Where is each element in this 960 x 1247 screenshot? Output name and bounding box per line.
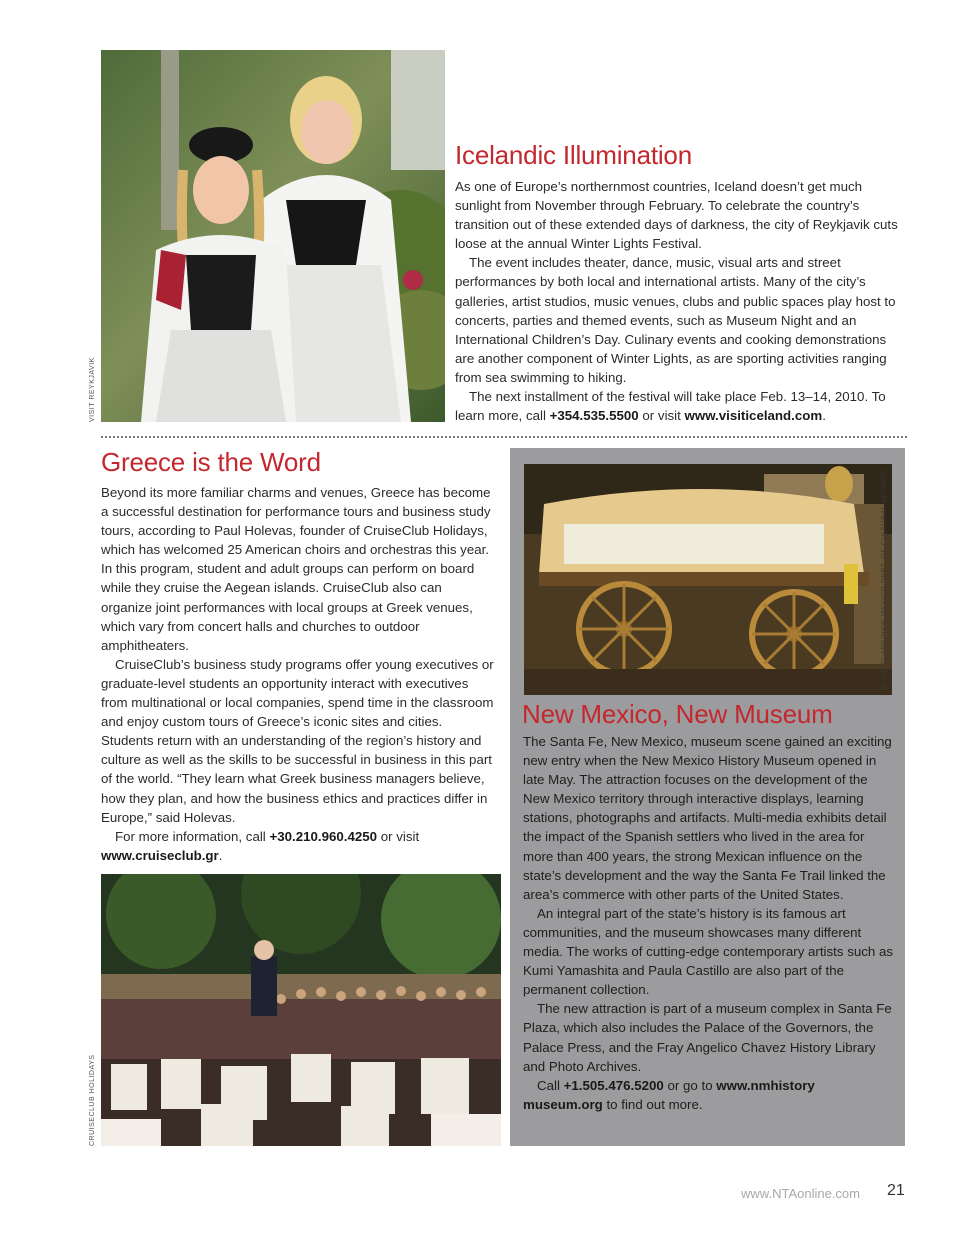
greece-photo-art [101, 874, 501, 1146]
iceland-phone: +354.535.5500 [549, 408, 639, 424]
new-mexico-paragraph-4 [523, 1076, 895, 1114]
new-mexico-headline: New Mexico, New Museum [522, 699, 833, 729]
iceland-website[interactable]: www.visiticeland.com [684, 408, 823, 424]
greece-p3-text-a: For more information, call [115, 828, 270, 844]
iceland-article-body [455, 177, 905, 425]
greece-paragraph-2: CruiseClub’s business study programs offer young executives or graduate-level students an opportunity interact with executives from multinational or local companies, spend time in the classroom and enjoy custom tours of Greece’s iconic sites and cities. Students return with an understanding of the region’s history and culture as well as the skills to be successful in business in this part of the world. “They learn what Greek business managers believe, how they plan, and how the business ethics and practices differ in Europe,” said Holevas. [101, 656, 494, 825]
greece-website[interactable]: www.cruiseclub.gr [101, 847, 219, 863]
footer-website[interactable]: www.NTAonline.com [741, 1186, 860, 1201]
new-mexico-phone: +1.505.476.5200 [563, 1077, 664, 1093]
greece-p3-text-c: . [218, 847, 223, 863]
new-mexico-photo-credit: BLAIR CLARK/NEW MEXICO DEPT. OF CULTURAL AFFAIRS [881, 470, 888, 690]
greece-headline: Greece is the Word [101, 447, 321, 477]
new-mexico-paragraph-1: The Santa Fe, New Mexico, museum scene gained an exciting new entry when the New Mexico History Museum opened in late May. The attraction focuses on the development of the New Mexico territory through interactive displays, learning stations, photographs and artifacts. Multi-media exhibits detail the impact of the Spanish settlers who lived in the area for more than 400 years, the strong Mexican influence on the state’s development and the way the Santa Fe Trail linked the area’s commerce with other parts of the United States. [523, 734, 892, 902]
iceland-photo-art [101, 50, 445, 422]
iceland-p3-text-a: The next installment of the festival will take place Feb. 13–14, 2010. To learn more, call [455, 389, 886, 424]
iceland-photo [101, 50, 445, 422]
greece-paragraph-3 [101, 827, 494, 865]
dotted-divider [101, 436, 907, 438]
new-mexico-article-body [523, 732, 895, 1114]
iceland-paragraph-3 [455, 387, 905, 425]
iceland-paragraph-2: The event includes theater, dance, music, visual arts and street performances by both local and international artists. Many of the city’s galleries, artist studios, music venues, clubs and public spaces play host to concerts, parties and themed events, such as Museum Night and an International Children’s Day. Culinary events and cooking demonstrations are another component of Winter Lights, as are sporting activities ranging from sea swimming to hiking. [455, 255, 896, 385]
iceland-p3-text-b: or visit [638, 408, 685, 424]
greece-article-body [101, 483, 494, 865]
greece-photo-credit: CRUISECLUB HOLIDAYS [89, 1054, 96, 1146]
new-mexico-p4-text-b: or go to [663, 1077, 717, 1093]
new-mexico-photo [524, 464, 892, 695]
iceland-photo-credit: VISIT REYKJAVIK [89, 357, 96, 422]
iceland-paragraph-1: As one of Europe’s northernmost countries, Iceland doesn’t get much sunlight from November through February. To celebrate the country’s transition out of these extended days of darkness, the city of Reykjavik cuts loose at the annual Winter Lights Festival. [455, 179, 898, 252]
greece-photo [101, 874, 501, 1146]
new-mexico-photo-art [524, 464, 892, 695]
page-number: 21 [887, 1182, 905, 1199]
greece-paragraph-1: Beyond its more familiar charms and venues, Greece has become a successful destination for performance tours and business study tours, according to Paul Holevas, founder of CruiseClub Holidays, which has welcomed 25 American choirs and orchestras this year. In this program, student and adult groups can perform on board while they cruise the Aegean islands. CruiseClub also can organize joint performances with local groups at Greek venues, which vary from concert halls and churches to outdoor amphitheaters. [101, 485, 491, 653]
new-mexico-paragraph-2: An integral part of the state’s history is its famous art communities, and the museum showcases many different media. The works of cutting-edge contemporary artists such as Kumi Yamashita and Paula Castillo are also part of the permanent collection. [523, 905, 894, 998]
new-mexico-paragraph-3: The new attraction is part of a museum complex in Santa Fe Plaza, which also includes the Palace of the Governors, the Palace Press, and the Fray Angelico Chavez History Library and Photo Archives. [523, 1001, 892, 1074]
new-mexico-website[interactable]: www.nmhistory museum.org [523, 1077, 815, 1112]
iceland-headline: Icelandic Illumination [455, 140, 692, 170]
greece-p3-text-b: or visit [377, 828, 420, 844]
iceland-p3-text-c: . [822, 408, 826, 424]
new-mexico-p4-text-a: Call [537, 1077, 564, 1093]
new-mexico-p4-text-c: to find out more. [602, 1096, 703, 1112]
greece-phone: +30.210.960.4250 [269, 828, 378, 844]
